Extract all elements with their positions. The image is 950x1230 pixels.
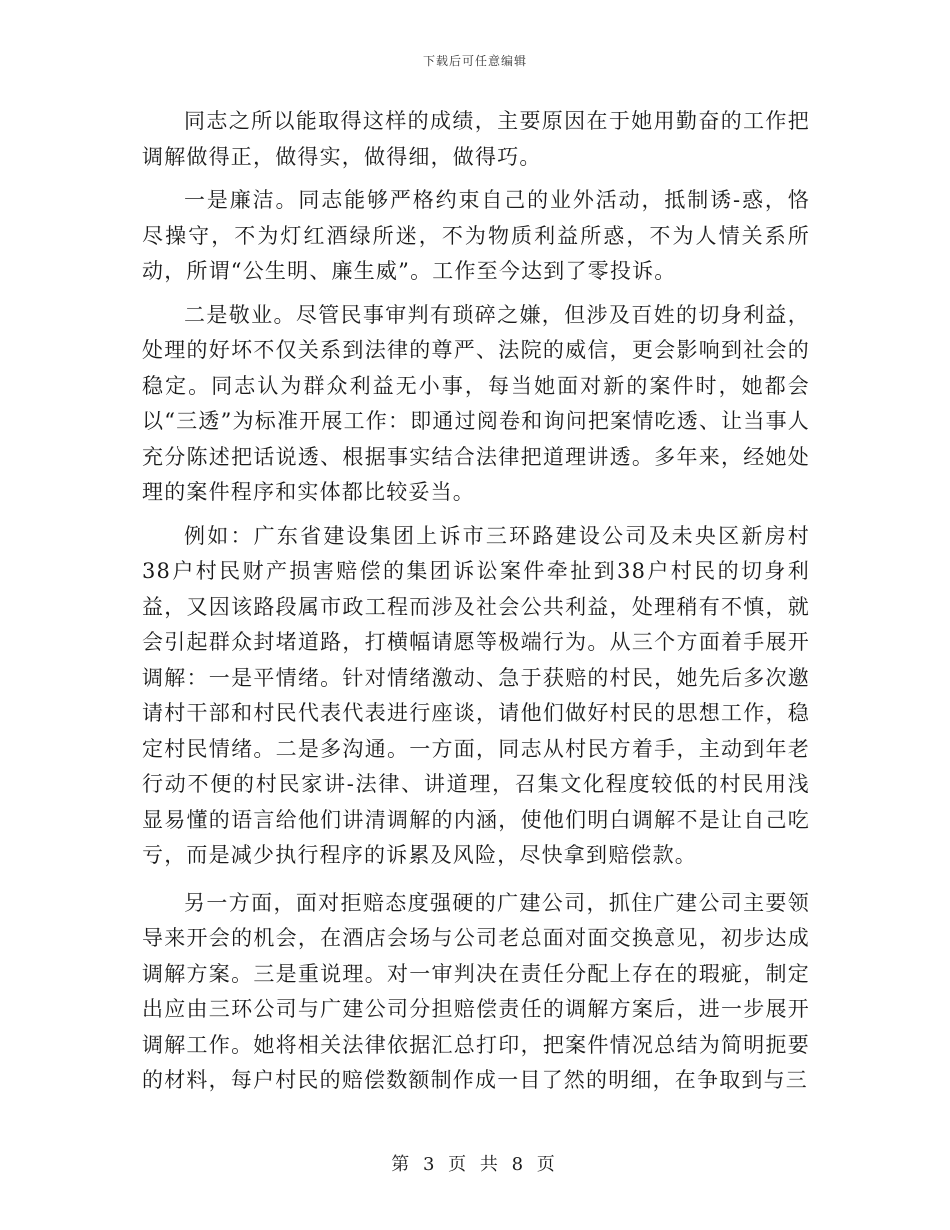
document-body	[142, 104, 810, 1107]
paragraph-2: 一是廉洁。同志能够严格约束自己的业外活动，抵制诱-惑，恪尽操守，不为灯红酒绿所迷，不为物质利益所惑，不为人情关系所动，所谓“公生明、廉生威”。工作至今达到了零投诉。	[142, 188, 810, 283]
paragraph-5: 另一方面，面对拒赔态度强硬的广建公司，抓住广建公司主要领导来开会的机会，在酒店会场与公司老总面对面交换意见，初步达成调解方案。三是重说理。对一审判决在责任分配上存在的瑕疵，制定出应由三环公司与广建公司分担赔偿责任的调解方案后，进一步展开调解工作。她将相关法律依据汇总打印，把案件情况总结为简明扼要的材料，每户村民的赔偿数额制作成一目了然的明细，在争取到与三	[142, 890, 810, 1092]
paragraph-4: 例如：广东省建设集团上诉市三环路建设公司及未央区新房村38户村民财产损害赔偿的集团诉讼案件牵扯到38户村民的切身利益，又因该路段属市政工程而涉及社会公共利益，处理稍有不慎，就会引起群众封堵道路，打横幅请愿等极端行为。从三个方面着手展开调解：一是平情绪。针对情绪激动、急于获赔的村民，她先后多次邀请村干部和村民代表代表进行座谈，请他们做好村民的思想工作，稳定村民情绪。二是多沟通。一方面，同志从村民方着手，主动到年老行动不便的村民家讲-法律、讲道理，召集文化程度较低的村民用浅显易懂的语言给他们讲清调解的内涵，使他们明白调解不是让自己吃亏，而是减少执行程序的诉累及风险，尽快拿到赔偿款。	[142, 523, 810, 867]
paragraph-3: 二是敬业。尽管民事审判有琐碎之嫌，但涉及百姓的切身利益，处理的好坏不仅关系到法律的尊严、法院的威信，更会影响到社会的稳定。同志认为群众利益无小事，每当她面对新的案件时，她都会以“三透”为标准开展工作：即通过阅卷和询问把案情吃透、让当事人充分陈述把话说透、根据事实结合法律把道理讲透。多年来，经她处理的案件程序和实体都比较妥当。	[142, 302, 810, 504]
page-number-footer: 第 3 页 共 8 页	[391, 1154, 559, 1175]
paragraph-1: 同志之所以能取得这样的成绩，主要原因在于她用勤奋的工作把调解做得正，做得实，做得细，做得巧。	[142, 109, 810, 169]
header-note: 下载后可任意编辑	[422, 54, 527, 68]
